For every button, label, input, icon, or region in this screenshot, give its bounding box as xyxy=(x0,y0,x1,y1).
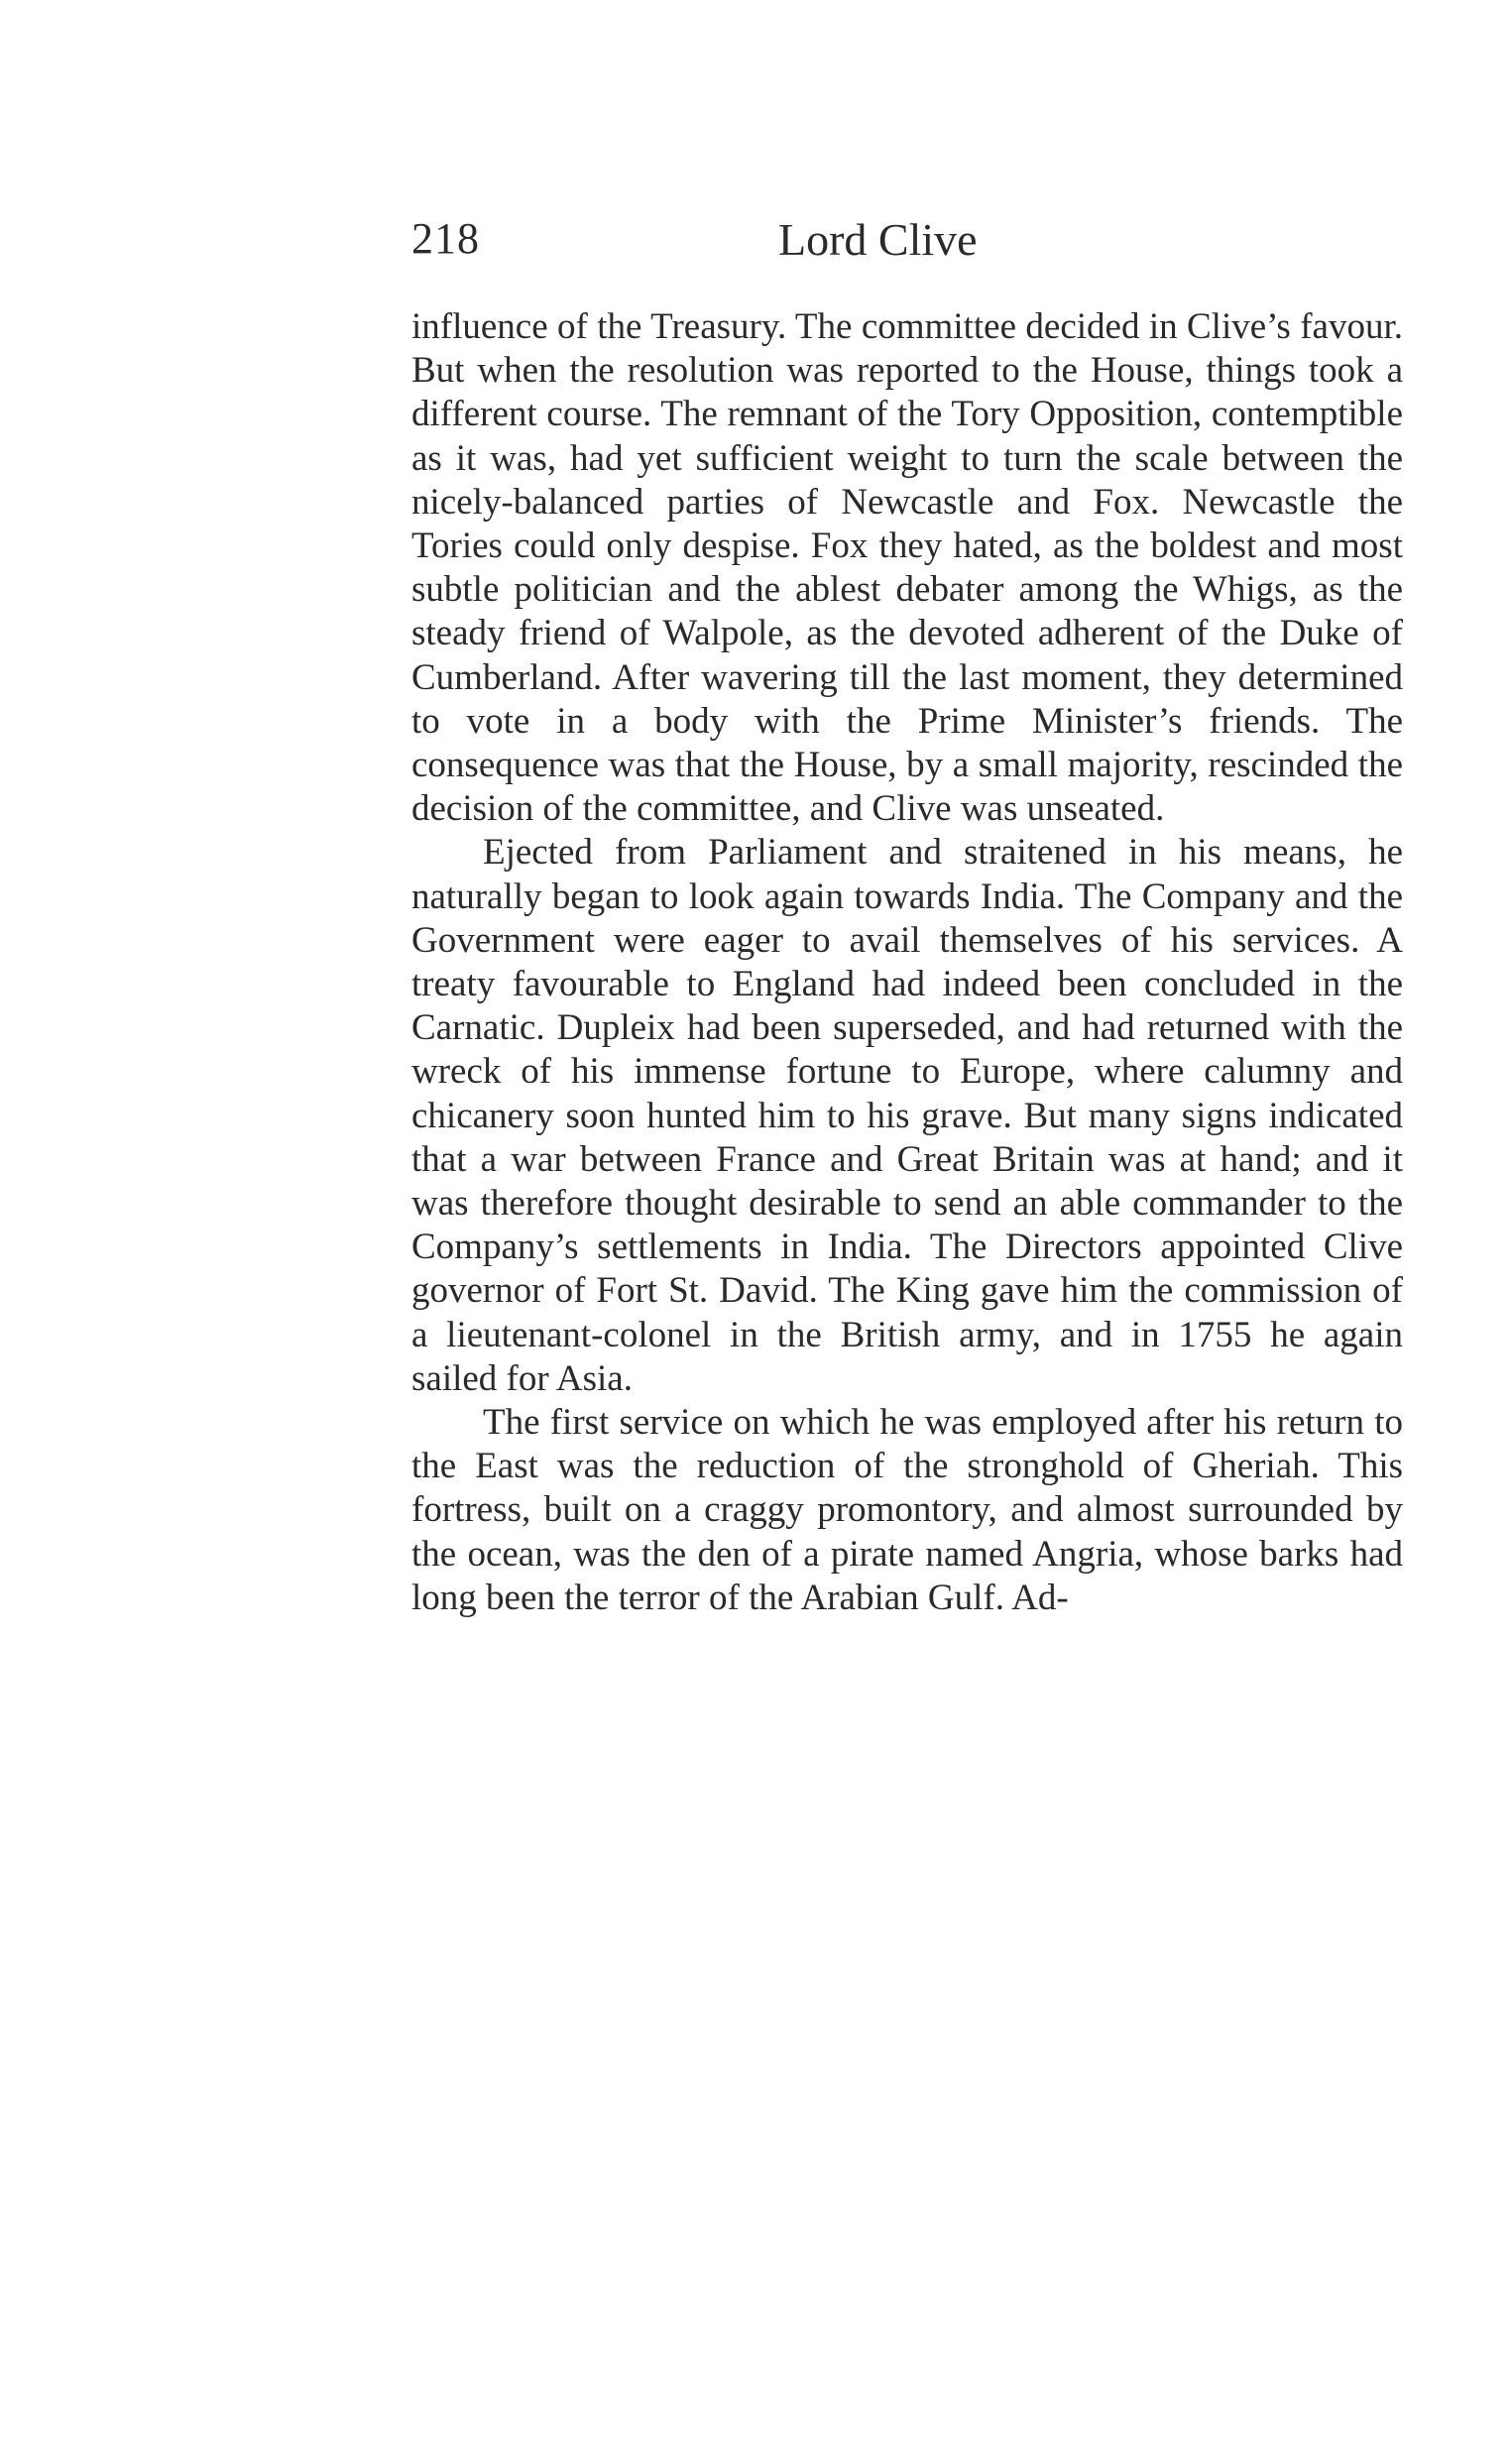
running-head xyxy=(411,213,1403,273)
body-text xyxy=(411,305,1403,1620)
page-title: Lord Clive xyxy=(778,214,978,265)
paragraph-3: The first service on which he was employed after his return to the East was the reduction of the stronghold of Gheriah. This fortress, built on a craggy promontory, and almost surrounded by the ocean, was the den of a pirate named Angria, whose barks had long been the terror of the Arabian Gulf. Ad- xyxy=(411,1402,1403,1618)
page-number: 218 xyxy=(411,214,480,263)
paragraph-1: influence of the Treasury. The committee decided in Clive’s favour. But when the resolution was reported to the House, things took a different course. The remnant of the Tory Opposition, contemptible as it was, had yet sufficient weight to turn the scale between the nicely-balanced parties of Newcastle and Fox. Newcastle the Tories could only despise. Fox they hated, as the boldest and most subtle politician and the ablest debater among the Whigs, as the steady friend of Walpole, as the devoted adherent of the Duke of Cumberland. After wavering till the last moment, they determined to vote in a body with the Prime Minister’s friends. The consequence was that the House, by a small majority, rescinded the decision of the committee, and Clive was unseated. xyxy=(411,306,1403,830)
paragraph-2: Ejected from Parliament and straitened in his means, he naturally began to look again towards India. The Company and the Government were eager to avail themselves of his services. A treaty favourable to England had indeed been concluded in the Carnatic. Dupleix had been superseded, and had returned with the wreck of his immense fortune to Europe, where calumny and chicanery soon hunted him to his grave. But many signs indicated that a war between France and Great Britain was at hand; and it was therefore thought desirable to send an able commander to the Company’s settlements in India. The Directors appointed Clive governor of Fort St. David. The King gave him the commission of a lieutenant-colonel in the British army, and in 1755 he again sailed for Asia. xyxy=(411,832,1403,1399)
